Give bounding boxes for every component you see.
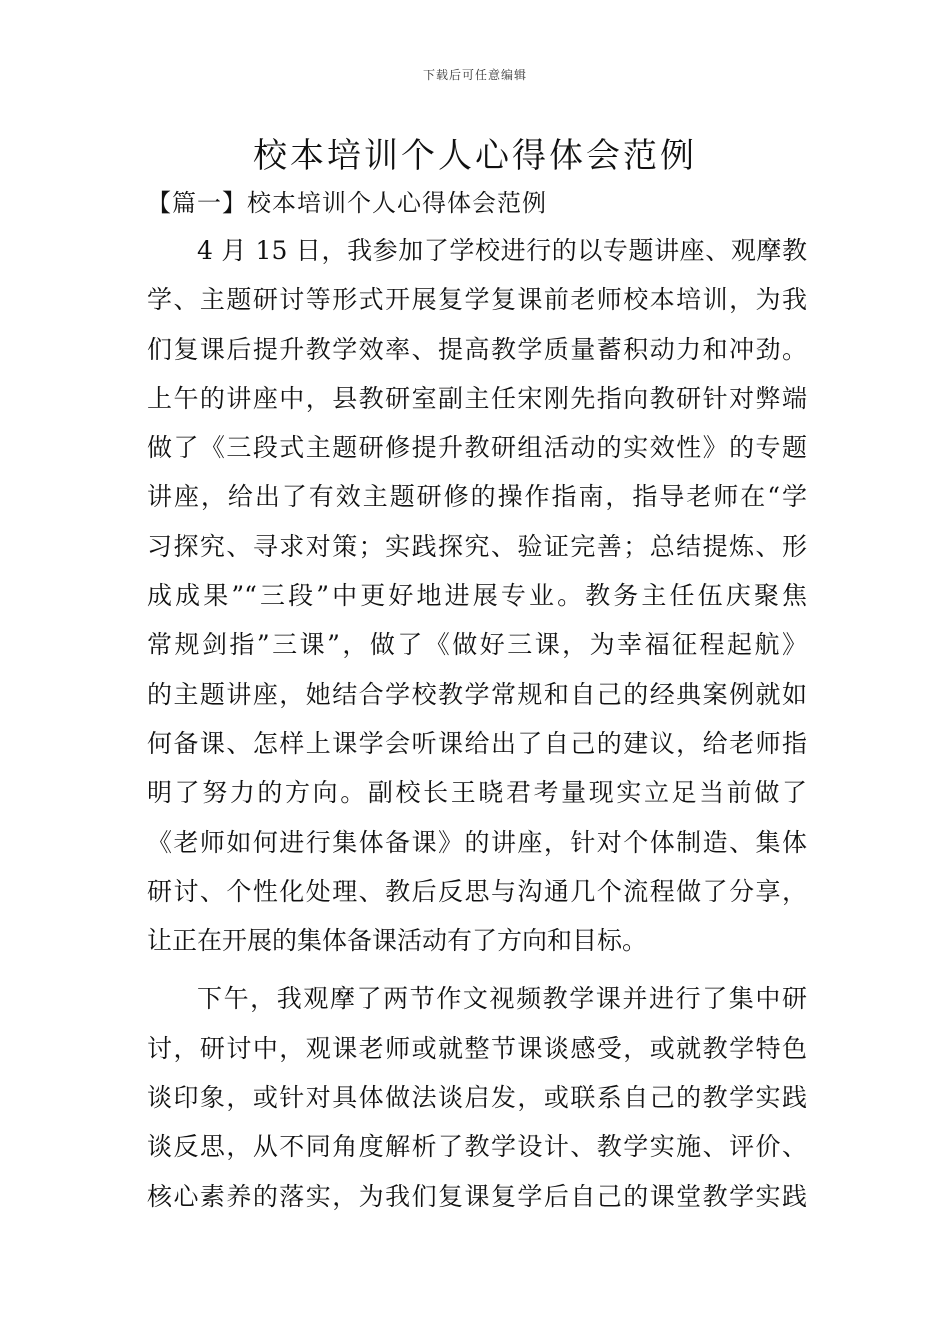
paragraph-1-line: 学、主题研讨等形式开展复学复课前老师校本培训，为我 bbox=[147, 285, 807, 315]
paragraph-2-line: 谈反思，从不同角度解析了教学设计、教学实施、评价、 bbox=[147, 1132, 807, 1162]
paragraph-2-line: 讨，研讨中，观课老师或就整节课谈感受，或就教学特色 bbox=[147, 1033, 807, 1063]
header-note: 下载后可任意编辑 bbox=[422, 68, 527, 82]
paragraph-1-line: 常规剑指”三课”，做了《做好三课，为幸福征程起航》 bbox=[147, 630, 807, 660]
paragraph-1-line: 何备课、怎样上课学会听课给出了自己的建议，给老师指 bbox=[147, 728, 807, 758]
document-title: 校本培训个人心得体会范例 bbox=[253, 136, 697, 176]
paragraph-1-line: 们复课后提升教学效率、提高教学质量蓄积动力和冲劲。 bbox=[147, 334, 807, 364]
body-text bbox=[147, 226, 807, 1221]
paragraph-gap bbox=[147, 965, 807, 974]
paragraph-1-line: 《老师如何进行集体备课》的讲座，针对个体制造、集体 bbox=[147, 827, 807, 857]
paragraph-1-line: 研讨、个性化处理、教后反思与沟通几个流程做了分享， bbox=[147, 876, 807, 906]
paragraph-2-line: 下午，我观摩了两节作文视频教学课并进行了集中研 bbox=[197, 984, 807, 1014]
paragraph-1-line: 让正在开展的集体备课活动有了方向和目标。 bbox=[147, 926, 648, 956]
paragraph-1-line: 成成果”“三段”中更好地进展专业。教务主任伍庆聚焦 bbox=[147, 581, 807, 611]
paragraph-2-line: 核心素养的落实，为我们复课复学后自己的课堂教学实践 bbox=[147, 1181, 807, 1211]
paragraph-1-line: 习探究、寻求对策；实践探究、验证完善；总结提炼、形 bbox=[147, 531, 807, 561]
paragraph-1-line: 4 月 15 日，我参加了学校进行的以专题讲座、观摩教 bbox=[197, 236, 807, 265]
paragraph-2-line: 谈印象，或针对具体做法谈启发，或联系自己的教学实践 bbox=[147, 1083, 807, 1113]
paragraph-1-line: 明了努力的方向。副校长王晓君考量现实立足当前做了 bbox=[147, 778, 807, 808]
paragraph-1-line: 讲座，给出了有效主题研修的操作指南，指导老师在“学 bbox=[147, 482, 807, 512]
paragraph-1-line: 的主题讲座，她结合学校教学常规和自己的经典案例就如 bbox=[147, 679, 807, 709]
paragraph-1-line: 上午的讲座中，县教研室副主任宋刚先指向教研针对弊端 bbox=[147, 383, 807, 413]
section-heading: 【篇一】校本培训个人心得体会范例 bbox=[147, 189, 547, 217]
paragraph-1-line: 做了《三段式主题研修提升教研组活动的实效性》的专题 bbox=[147, 433, 807, 463]
